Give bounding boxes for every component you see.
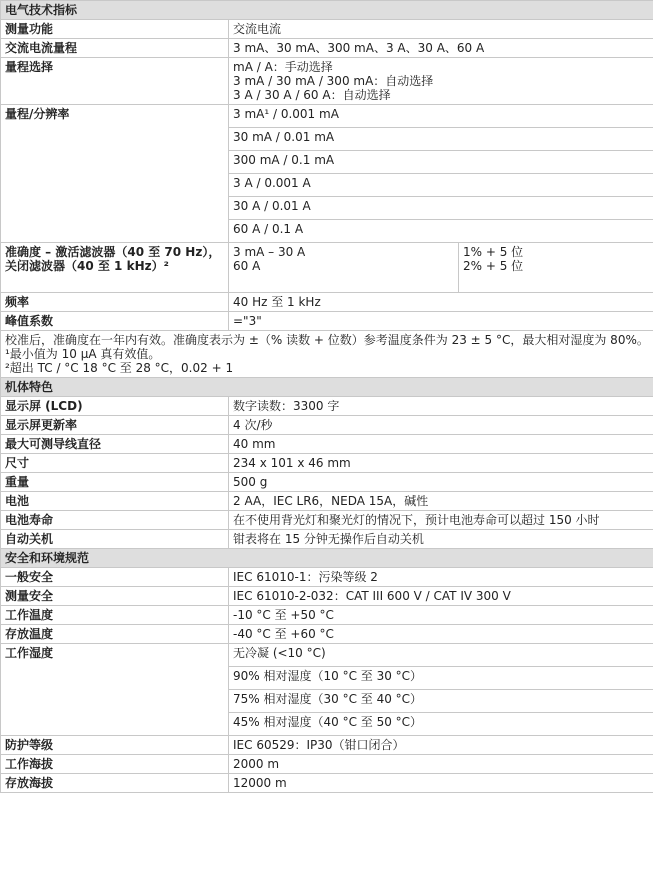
footnote: ¹最小值为 10 μA 真有效值。 <box>5 347 161 361</box>
accuracy-values <box>459 243 653 293</box>
spec-label: 工作海拔 <box>1 755 229 774</box>
table-row <box>1 530 653 549</box>
spec-value: 30 mA / 0.01 mA <box>229 128 653 151</box>
spec-value: 45% 相对湿度（40 °C 至 50 °C） <box>229 713 653 736</box>
table-row <box>1 587 653 606</box>
spec-line: 2% + 5 位 <box>463 259 524 273</box>
spec-value: 在不使用背光灯和聚光灯的情况下，预计电池寿命可以超过 150 小时 <box>229 511 653 530</box>
table-row <box>1 435 653 454</box>
spec-line: 3 mA – 30 A <box>233 245 306 259</box>
spec-value: -40 °C 至 +60 °C <box>229 625 653 644</box>
spec-value: 300 mA / 0.1 mA <box>229 151 653 174</box>
table-row <box>1 644 653 667</box>
table-row <box>1 774 653 793</box>
spec-label: 交流电流量程 <box>1 39 229 58</box>
table-row <box>1 511 653 530</box>
spec-label: 防护等级 <box>1 736 229 755</box>
spec-value: ="3" <box>229 312 653 331</box>
spec-value: -10 °C 至 +50 °C <box>229 606 653 625</box>
spec-value: 60 A / 0.1 A <box>229 220 653 243</box>
spec-value: 无冷凝 (<10 °C) <box>229 644 653 667</box>
table-row <box>1 736 653 755</box>
spec-label: 电池寿命 <box>1 511 229 530</box>
spec-value: 3 mA¹ / 0.001 mA <box>229 105 653 128</box>
section-mechanical <box>1 378 653 397</box>
spec-value: 12000 m <box>229 774 653 793</box>
spec-label: 重量 <box>1 473 229 492</box>
footnotes <box>1 331 653 378</box>
table-row <box>1 39 653 58</box>
table-row <box>1 312 653 331</box>
footnote: 校准后，准确度在一年内有效。准确度表示为 ±（% 读数 + 位数）参考温度条件为 23 ± 5 °C，最大相对湿度为 80%。 <box>5 333 649 347</box>
section-title: 安全和环境规范 <box>1 549 653 568</box>
spec-value: 30 A / 0.01 A <box>229 197 653 220</box>
spec-value: 500 g <box>229 473 653 492</box>
spec-value: 40 mm <box>229 435 653 454</box>
spec-line: 60 A <box>233 259 261 273</box>
spec-label: 显示屏 (LCD) <box>1 397 229 416</box>
table-row <box>1 293 653 312</box>
spec-label: 尺寸 <box>1 454 229 473</box>
spec-label: 工作湿度 <box>1 644 229 736</box>
table-row <box>1 243 653 293</box>
table-row <box>1 105 653 128</box>
spec-value: 3 mA、30 mA、300 mA、3 A、30 A、60 A <box>229 39 653 58</box>
footnote: ²超出 TC / °C 18 °C 至 28 °C，0.02 + 1 <box>5 361 234 375</box>
spec-line: mA / A：手动选择 <box>233 60 333 74</box>
notes-row <box>1 331 653 378</box>
spec-value: 4 次/秒 <box>229 416 653 435</box>
table-row <box>1 625 653 644</box>
spec-label: 量程/分辨率 <box>1 105 229 243</box>
spec-value: 2 AA，IEC LR6，NEDA 15A，碱性 <box>229 492 653 511</box>
spec-value: IEC 60529：IP30（钳口闭合） <box>229 736 653 755</box>
table-row <box>1 416 653 435</box>
spec-label: 一般安全 <box>1 568 229 587</box>
table-row <box>1 20 653 39</box>
spec-line: 3 A / 30 A / 60 A：自动选择 <box>233 88 391 102</box>
spec-label: 准确度 – 激活滤波器（40 至 70 Hz），关闭滤波器（40 至 1 kHz）² <box>1 243 229 293</box>
table-row <box>1 606 653 625</box>
spec-label: 频率 <box>1 293 229 312</box>
spec-line: 3 mA / 30 mA / 300 mA：自动选择 <box>233 74 434 88</box>
spec-value: 钳表将在 15 分钟无操作后自动关机 <box>229 530 653 549</box>
spec-value <box>229 58 653 105</box>
spec-label: 电池 <box>1 492 229 511</box>
table-row <box>1 454 653 473</box>
table-row <box>1 58 653 105</box>
spec-value: IEC 61010-2-032：CAT III 600 V / CAT IV 300 V <box>229 587 653 606</box>
spec-label: 存放温度 <box>1 625 229 644</box>
spec-value: 40 Hz 至 1 kHz <box>229 293 653 312</box>
spec-label: 显示屏更新率 <box>1 416 229 435</box>
spec-label: 量程选择 <box>1 58 229 105</box>
table-row <box>1 755 653 774</box>
spec-value: 2000 m <box>229 755 653 774</box>
spec-label: 测量功能 <box>1 20 229 39</box>
spec-label: 测量安全 <box>1 587 229 606</box>
table-row <box>1 568 653 587</box>
table-row <box>1 397 653 416</box>
table-row <box>1 473 653 492</box>
section-safety <box>1 549 653 568</box>
spec-line: 1% + 5 位 <box>463 245 524 259</box>
table-row <box>1 492 653 511</box>
spec-value: IEC 61010-1：污染等级 2 <box>229 568 653 587</box>
section-title: 机体特色 <box>1 378 653 397</box>
spec-label: 自动关机 <box>1 530 229 549</box>
spec-label: 工作温度 <box>1 606 229 625</box>
section-electrical <box>1 1 653 20</box>
spec-value: 数字读数：3300 字 <box>229 397 653 416</box>
spec-value: 234 x 101 x 46 mm <box>229 454 653 473</box>
spec-value: 交流电流 <box>229 20 653 39</box>
spec-label: 存放海拔 <box>1 774 229 793</box>
spec-value: 3 A / 0.001 A <box>229 174 653 197</box>
spec-label: 峰值系数 <box>1 312 229 331</box>
accuracy-ranges <box>229 243 459 293</box>
spec-value: 90% 相对湿度（10 °C 至 30 °C） <box>229 667 653 690</box>
spec-label: 最大可测导线直径 <box>1 435 229 454</box>
section-title: 电气技术指标 <box>1 1 653 20</box>
spec-value: 75% 相对湿度（30 °C 至 40 °C） <box>229 690 653 713</box>
